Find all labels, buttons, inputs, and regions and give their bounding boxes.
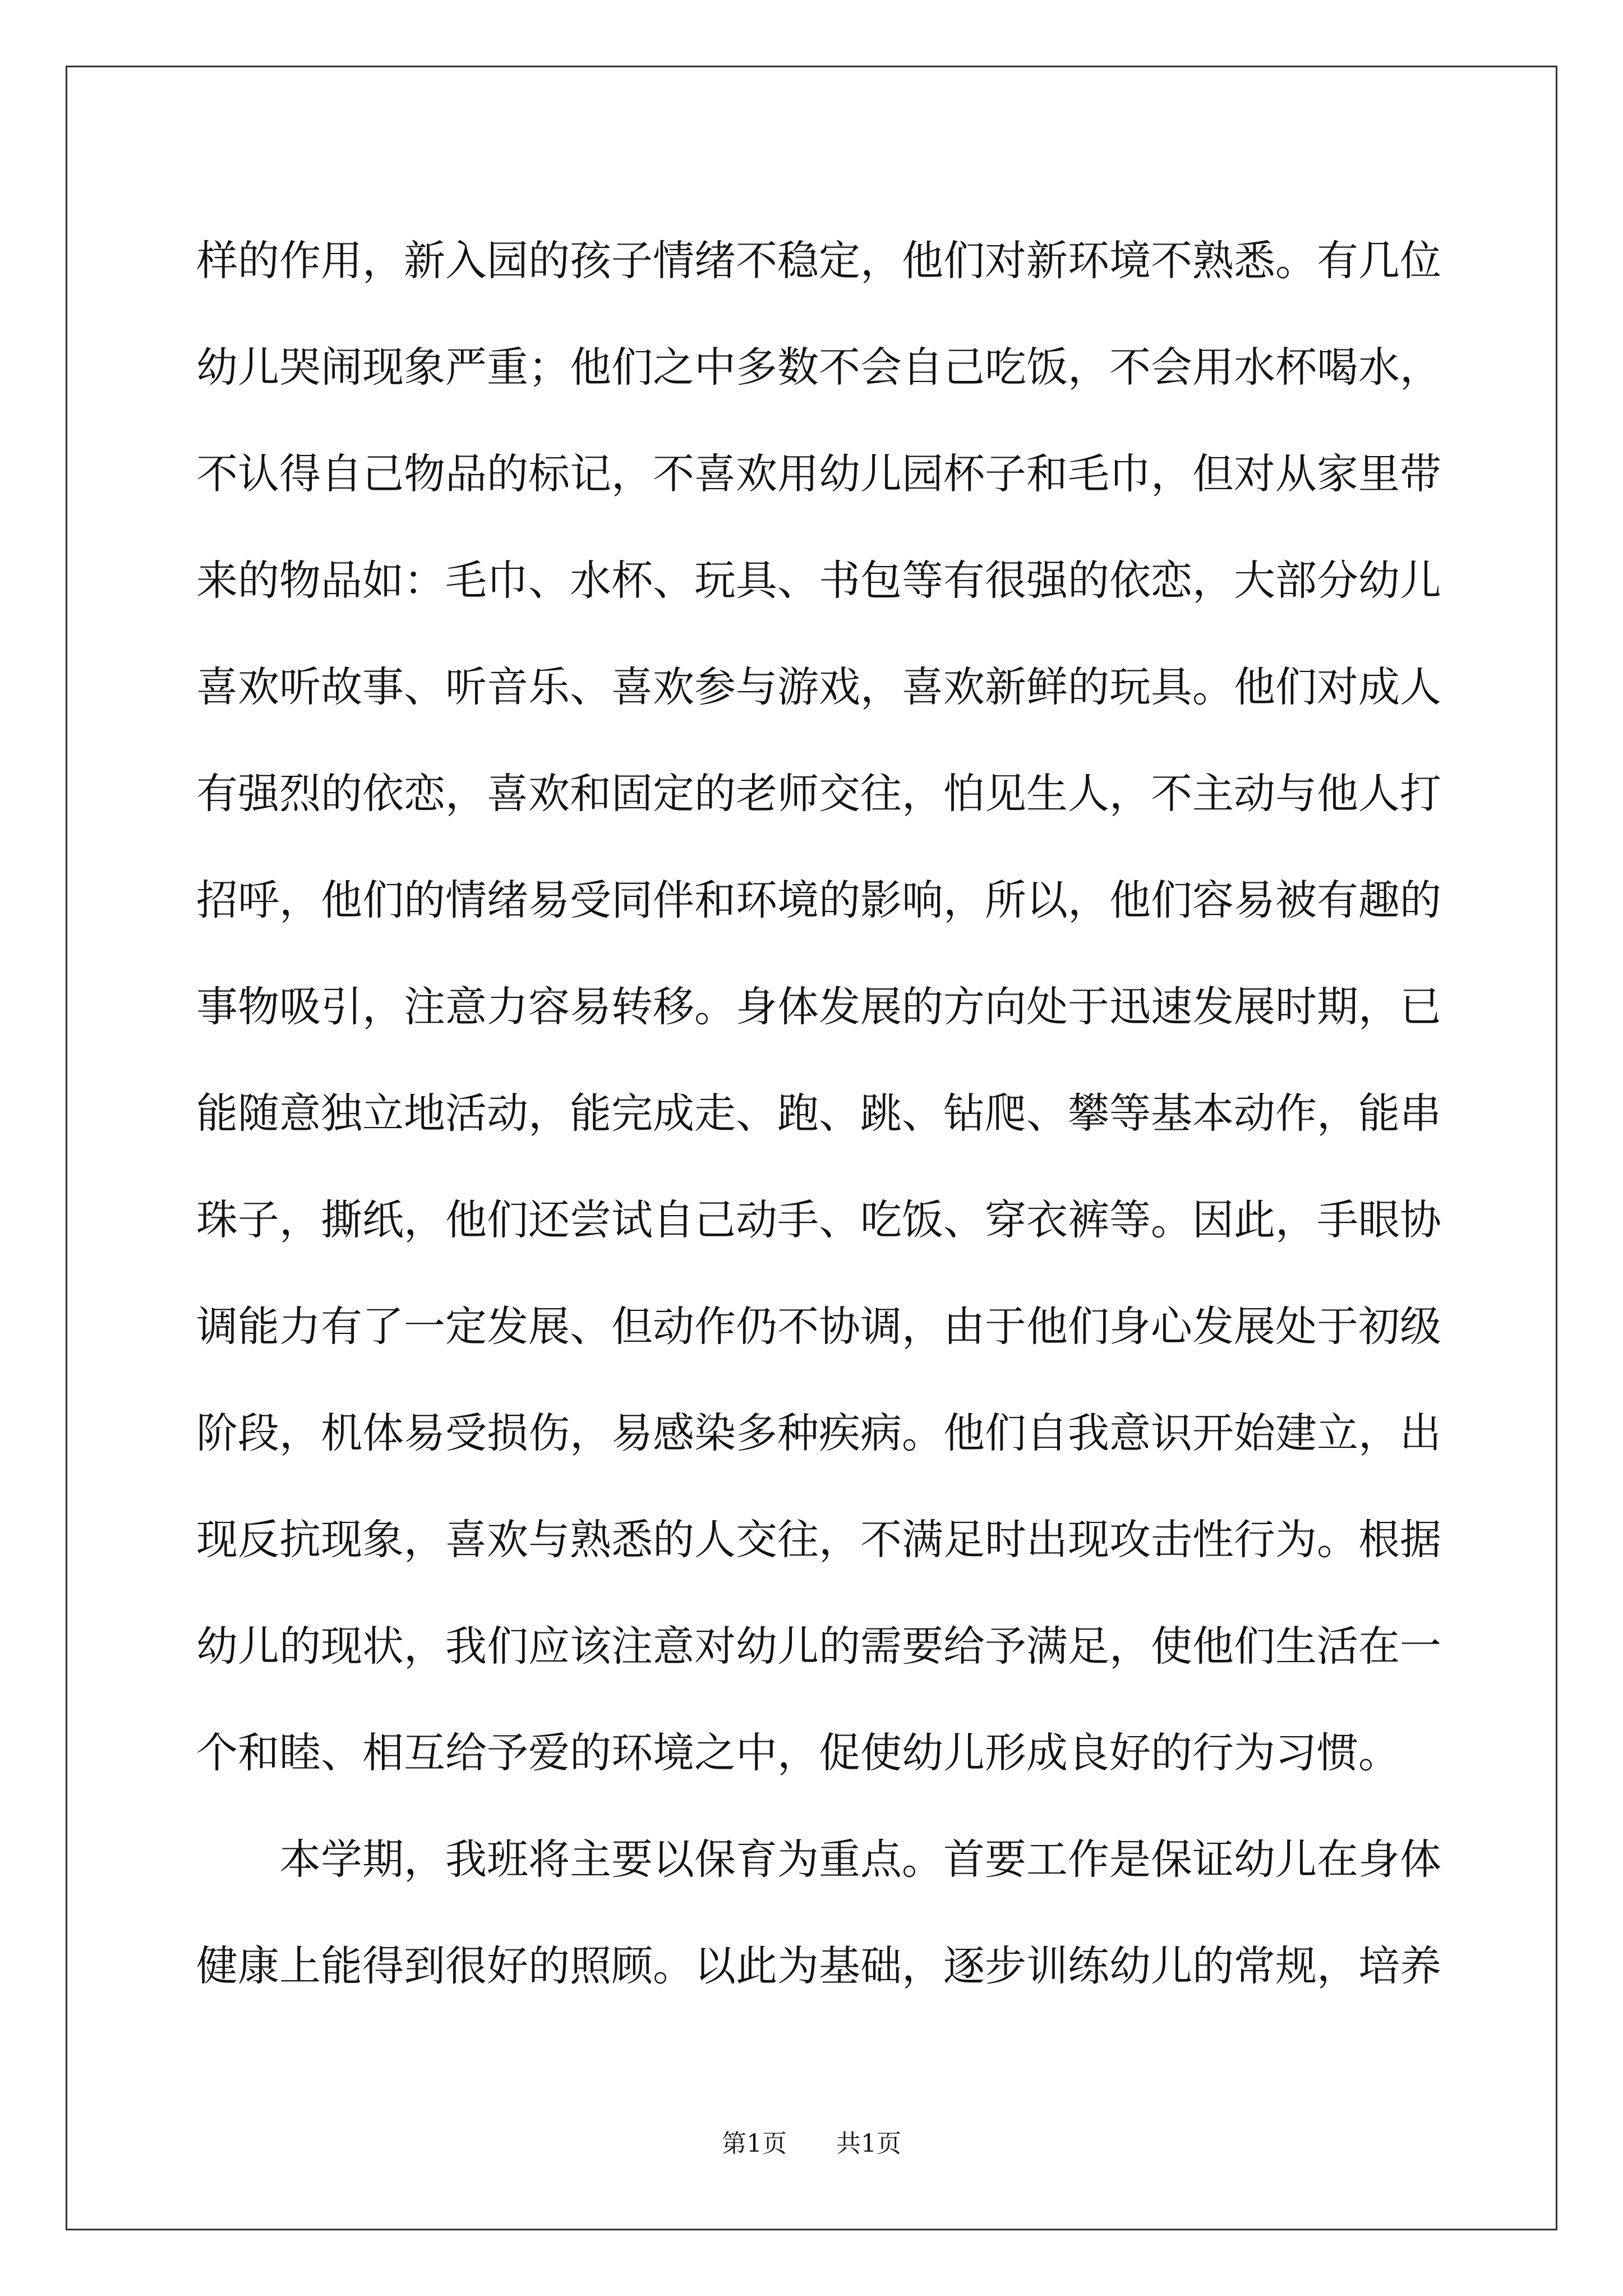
text-line: 事物吸引，注意力容易转移。身体发展的方向处于迅速发展时期，已 — [196, 983, 1441, 1031]
text-line: 来的物品如：毛巾、水杯、玩具、书包等有很强的依恋，大部分幼儿 — [196, 556, 1441, 605]
text-line: 能随意独立地活动，能完成走、跑、跳、钻爬、攀等基本动作，能串 — [196, 1089, 1441, 1138]
paragraph-end-line: 个和睦、相互给予爱的环境之中，促使幼儿形成良好的行为习惯。 — [196, 1729, 1400, 1777]
text-line: 阶段，机体易受损伤，易感染多种疾病。他们自我意识开始建立，出 — [196, 1409, 1441, 1457]
page-footer — [0, 2127, 1623, 2161]
text-line: 调能力有了一定发展、但动作仍不协调，由于他们身心发展处于初级 — [196, 1303, 1441, 1351]
text-line: 有强烈的依恋，喜欢和固定的老师交往，怕见生人，不主动与他人打 — [196, 770, 1441, 818]
page-number-total: 共1页 — [836, 2129, 901, 2158]
page-number-current: 第1页 — [722, 2129, 787, 2158]
document-body — [196, 208, 1441, 2019]
text-line: 招呼，他们的情绪易受同伴和环境的影响，所以，他们容易被有趣的 — [196, 876, 1441, 924]
text-line: 现反抗现象，喜欢与熟悉的人交往，不满足时出现攻击性行为。根据 — [196, 1516, 1441, 1564]
paragraph-start-line: 本学期，我班将主要以保育为重点。首要工作是保证幼儿在身体 — [279, 1835, 1441, 1884]
text-line: 幼儿哭闹现象严重；他们之中多数不会自己吃饭，不会用水杯喝水， — [196, 343, 1441, 392]
text-line: 不认得自己物品的标记，不喜欢用幼儿园杯子和毛巾，但对从家里带 — [196, 450, 1441, 498]
text-line: 喜欢听故事、听音乐、喜欢参与游戏，喜欢新鲜的玩具。他们对成人 — [196, 663, 1441, 711]
text-line: 健康上能得到很好的照顾。以此为基础，逐步训练幼儿的常规，培养 — [196, 1942, 1441, 1990]
text-line: 幼儿的现状，我们应该注意对幼儿的需要给予满足，使他们生活在一 — [196, 1622, 1441, 1671]
text-line: 样的作用，新入园的孩子情绪不稳定，他们对新环境不熟悉。有几位 — [196, 237, 1441, 285]
text-line: 珠子，撕纸，他们还尝试自己动手、吃饭、穿衣裤等。因此，手眼协 — [196, 1196, 1441, 1244]
